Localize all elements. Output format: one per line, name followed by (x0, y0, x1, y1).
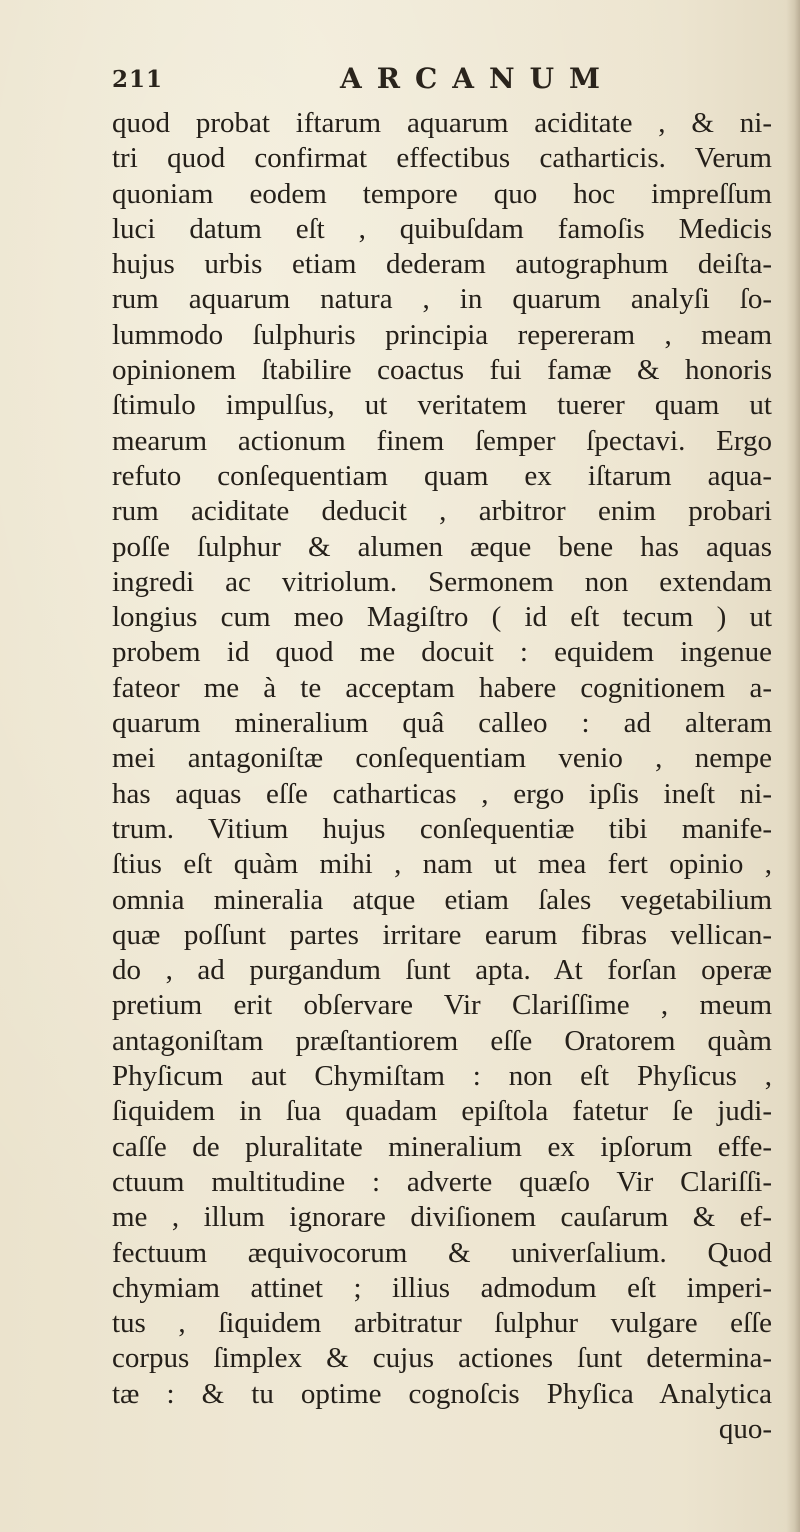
text-line: quæ poſſunt partes irritare earum fibras vellican- (112, 918, 772, 951)
text-line: caſſe de pluralitate mineralium ex ipſorum effe- (112, 1130, 772, 1163)
text-line: lummodo ſulphuris principia repereram , meam (112, 318, 772, 351)
page-number: 211 (112, 66, 164, 93)
text-line: rum aciditate deducit , arbitror enim probari (112, 495, 772, 528)
text-line: do , ad purgandum ſunt apta. At forſan operæ (112, 954, 772, 987)
page-gutter-shadow (786, 0, 800, 1532)
page-header (112, 62, 712, 98)
text-line: fateor me à te acceptam habere cognitionem a- (112, 671, 772, 704)
text-line: ſtius eſt quàm mihi , nam ut mea fert opinio , (112, 848, 772, 881)
text-line: me , illum ignorare diviſionem cauſarum & ef- (112, 1201, 772, 1234)
text-line: trum. Vitium hujus conſequentiæ tibi manife- (112, 812, 772, 845)
text-line: quod probat iftarum aquarum aciditate , & ni- (112, 107, 772, 139)
text-line: has aquas eſſe catharticas , ergo ipſis ineſt ni- (112, 777, 772, 810)
text-line: poſſe ſulphur & alumen æque bene has aquas (112, 530, 772, 563)
text-line: chymiam attinet ; illius admodum eſt imperi- (112, 1271, 772, 1304)
catchword: quo- (718, 1412, 772, 1445)
text-line: rum aquarum natura , in quarum analyſi ſo- (112, 283, 772, 316)
text-line: ingredi ac vitriolum. Sermonem non extendam (112, 565, 772, 598)
text-line: Phyſicum aut Chymiſtam : non eſt Phyſicus , (112, 1060, 772, 1093)
text-line: omnia mineralia atque etiam ſales vegetabilium (112, 883, 772, 916)
text-line: ctuum multitudine : adverte quæſo Vir Clariſſi- (112, 1165, 772, 1198)
text-line: hujus urbis etiam dederam autographum deiſta- (112, 248, 772, 281)
text-line: quarum mineralium quâ calleo : ad alteram (112, 707, 772, 740)
text-line: tus , ſiquidem arbitratur ſulphur vulgare eſſe (112, 1307, 772, 1340)
text-line: refuto conſequentiam quam ex iſtarum aqua- (112, 459, 772, 492)
text-line: corpus ſimplex & cujus actiones ſunt determina- (112, 1342, 772, 1375)
text-line: tæ : & tu optime cognoſcis Phyſica Analytica (112, 1377, 772, 1410)
text-line: probem id quod me docuit : equidem ingenue (112, 636, 772, 669)
text-line: opinionem ſtabilire coactus fui famæ & honoris (112, 354, 772, 387)
text-line: quoniam eodem tempore quo hoc impreſſum (112, 177, 772, 210)
text-line: ſtimulo impulſus, ut veritatem tuerer quam ut (112, 389, 772, 422)
text-line: antagoniſtam præſtantiorem eſſe Oratorem quàm (112, 1024, 772, 1057)
text-line: tri quod confirmat effectibus catharticis. Verum (112, 142, 772, 175)
text-line: mearum actionum finem ſemper ſpectavi. Ergo (112, 424, 772, 457)
text-line: fectuum æquivocorum & univerſalium. Quod (112, 1236, 772, 1269)
text-line: pretium erit obſervare Vir Clariſſime , meum (112, 989, 772, 1022)
text-line: ſiquidem in ſua quadam epiſtola fatetur ſe judi- (112, 1095, 772, 1128)
body-text (112, 106, 772, 1447)
running-head: ARCANUM (340, 62, 616, 95)
text-line: luci datum eſt , quibuſdam famoſis Medicis (112, 212, 772, 245)
text-line: mei antagoniſtæ conſequentiam venio , nempe (112, 742, 772, 775)
text-line: longius cum meo Magiſtro ( id eſt tecum ) ut (112, 601, 772, 634)
